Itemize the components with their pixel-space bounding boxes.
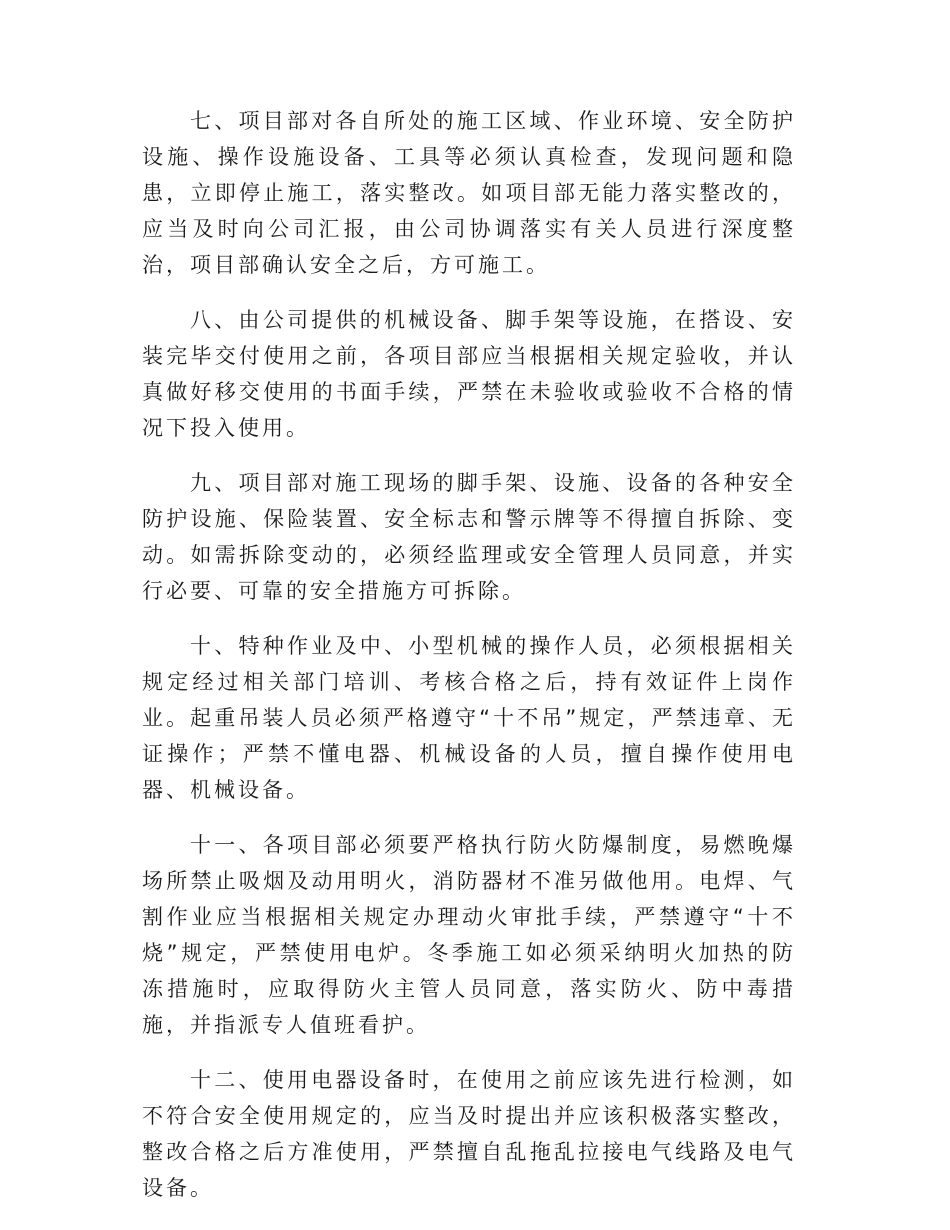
- paragraph-item-12: 十二、使用电器设备时，在使用之前应该先进行检测，如不符合安全使用规定的，应当及时提出并应该积极落实整改，整改合格之后方准使用，严禁擅自乱拖乱拉接电气线路及电气设备。: [142, 1068, 796, 1200]
- paragraph-item-10: 十、特种作业及中、小型机械的操作人员，必须根据相关规定经过相关部门培训、考核合格之后，持有效证件上岗作业。起重吊装人员必须严格遵守“十不吊”规定，严禁违章、无证操作；严禁不懂电器、机械设备的人员，擅自操作使用电器、机械设备。: [142, 634, 796, 802]
- paragraph-item-11: 十一、各项目部必须要严格执行防火防爆制度，易燃晚爆场所禁止吸烟及动用明火，消防器材不准另做他用。电焊、气割作业应当根据相关规定办理动火审批手续，严禁遵守“十不烧”规定，严禁使用电炉。冬季施工如必须采纳明火加热的防冻措施时，应取得防火主管人员同意，落实防火、防中毒措施，并指派专人值班看护。: [142, 833, 796, 1037]
- paragraph-item-9: 九、项目部对施工现场的脚手架、设施、设备的各种安全防护设施、保险装置、安全标志和警示牌等不得擅自拆除、变动。如需拆除变动的，必须经监理或安全管理人员同意，并实行必要、可靠的安全措施方可拆除。: [142, 471, 796, 603]
- document-body: [142, 103, 796, 1225]
- paragraph-item-7: 七、项目部对各自所处的施工区域、作业环境、安全防护设施、操作设施设备、工具等必须认真检查，发现问题和隐患，立即停止施工，落实整改。如项目部无能力落实整改的，应当及时向公司汇报，由公司协调落实有关人员进行深度整治，项目部确认安全之后，方可施工。: [142, 109, 796, 277]
- paragraph-item-8: 八、由公司提供的机械设备、脚手架等设施，在搭设、安装完毕交付使用之前，各项目部应当根据相关规定验收，并认真做好移交使用的书面手续，严禁在未验收或验收不合格的情况下投入使用。: [142, 308, 796, 440]
